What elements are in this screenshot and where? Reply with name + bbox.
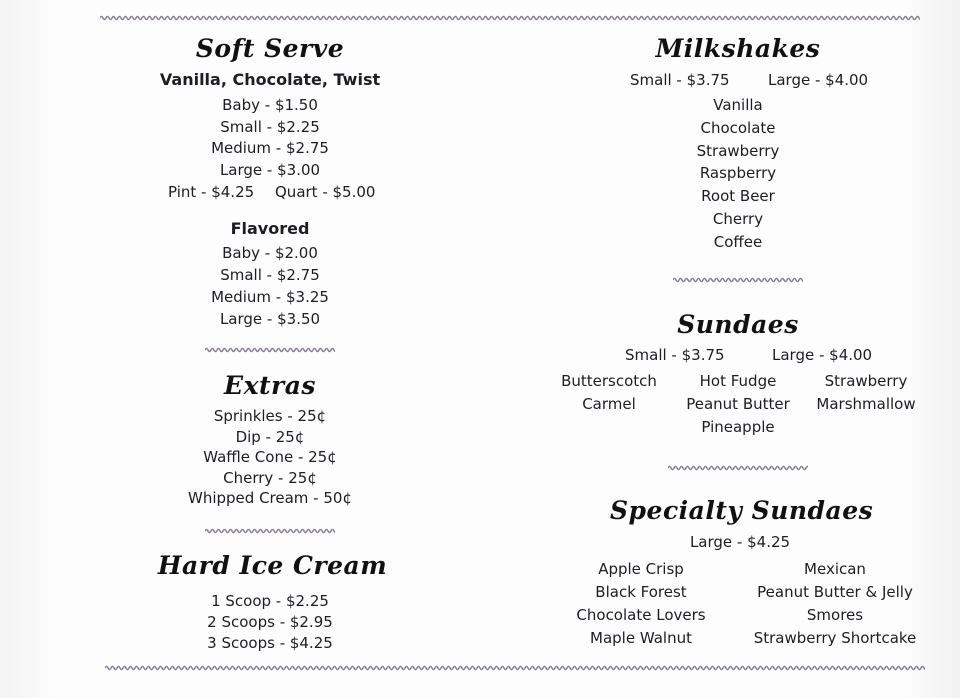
- milkshake-flavor: Chocolate: [700, 119, 776, 137]
- extras-title: Extras: [224, 371, 316, 400]
- sundae-flavor: Strawberry: [824, 372, 908, 390]
- top-divider: [100, 14, 920, 22]
- sundaes-large-price: Large - $4.00: [772, 346, 873, 364]
- soft-serve-subtitle: Vanilla, Chocolate, Twist: [159, 70, 381, 89]
- specialty-sundae: Mexican: [804, 560, 866, 578]
- flavored-heading: Flavored: [230, 219, 310, 238]
- hard-ice-cream-title: Hard Ice Cream: [157, 551, 388, 580]
- milkshake-flavor: Coffee: [713, 233, 763, 251]
- sundae-flavor: Marshmallow: [816, 395, 916, 413]
- flavored-size: Large - $3.50: [219, 310, 321, 328]
- specialty-sundae: Maple Walnut: [590, 629, 692, 647]
- sundae-flavor: Carmel: [582, 395, 636, 413]
- extras-item: Dip - 25¢: [235, 428, 305, 446]
- sundaes-small-price: Small - $3.75: [625, 346, 725, 364]
- soft-serve-size: Large - $3.00: [219, 161, 321, 179]
- soft-serve-size: Baby - $1.50: [222, 96, 318, 114]
- milkshakes-large-price: Large - $4.00: [768, 71, 869, 89]
- hard-ice-cream-item: 1 Scoop - $2.25: [211, 592, 329, 610]
- bottom-divider: [105, 664, 925, 672]
- milkshakes-title: Milkshakes: [655, 34, 821, 63]
- sundaes-title: Sundaes: [677, 310, 799, 339]
- specialty-sundae: Black Forest: [595, 583, 687, 601]
- extras-item: Cherry - 25¢: [223, 469, 317, 487]
- specialty-sundaes-title: Specialty Sundaes: [610, 496, 874, 525]
- milkshake-flavor: Raspberry: [699, 164, 777, 182]
- specialty-sundae: Peanut Butter & Jelly: [757, 583, 913, 601]
- sundae-flavor: Butterscotch: [561, 372, 657, 390]
- soft-serve-title: Soft Serve: [195, 34, 345, 63]
- divider-after-soft-serve: [205, 346, 335, 354]
- flavored-size: Medium - $3.25: [211, 288, 329, 306]
- sundae-flavor: Hot Fudge: [699, 372, 777, 390]
- specialty-sundaes-large-price: Large - $4.25: [689, 533, 791, 551]
- soft-serve-size: Medium - $2.75: [211, 139, 329, 157]
- milkshake-flavor: Cherry: [712, 210, 764, 228]
- divider-after-milkshakes: [673, 276, 803, 284]
- flavored-size: Small - $2.75: [220, 266, 320, 284]
- divider-after-sundaes: [668, 464, 808, 472]
- milkshake-flavor: Root Beer: [701, 187, 775, 205]
- soft-serve-size: Small - $2.25: [220, 118, 320, 136]
- extras-item: Whipped Cream - 50¢: [188, 489, 352, 507]
- soft-serve-pint: Pint - $4.25: [168, 183, 255, 201]
- milkshake-flavor: Vanilla: [713, 96, 763, 114]
- milkshake-flavor: Strawberry: [696, 142, 780, 160]
- specialty-sundae: Strawberry Shortcake: [753, 629, 917, 647]
- flavored-size: Baby - $2.00: [222, 244, 318, 262]
- extras-item: Sprinkles - 25¢: [213, 407, 327, 425]
- sundae-flavor: Peanut Butter: [686, 395, 790, 413]
- hard-ice-cream-item: 3 Scoops - $4.25: [207, 634, 333, 652]
- specialty-sundae: Apple Crisp: [598, 560, 684, 578]
- specialty-sundae: Chocolate Lovers: [576, 606, 706, 624]
- soft-serve-quart: Quart - $5.00: [275, 183, 376, 201]
- divider-after-extras: [205, 527, 335, 535]
- sundae-flavor: Pineapple: [701, 418, 775, 436]
- milkshakes-small-price: Small - $3.75: [630, 71, 730, 89]
- hard-ice-cream-item: 2 Scoops - $2.95: [207, 613, 333, 631]
- extras-item: Waffle Cone - 25¢: [203, 448, 337, 466]
- specialty-sundae: Smores: [806, 606, 864, 624]
